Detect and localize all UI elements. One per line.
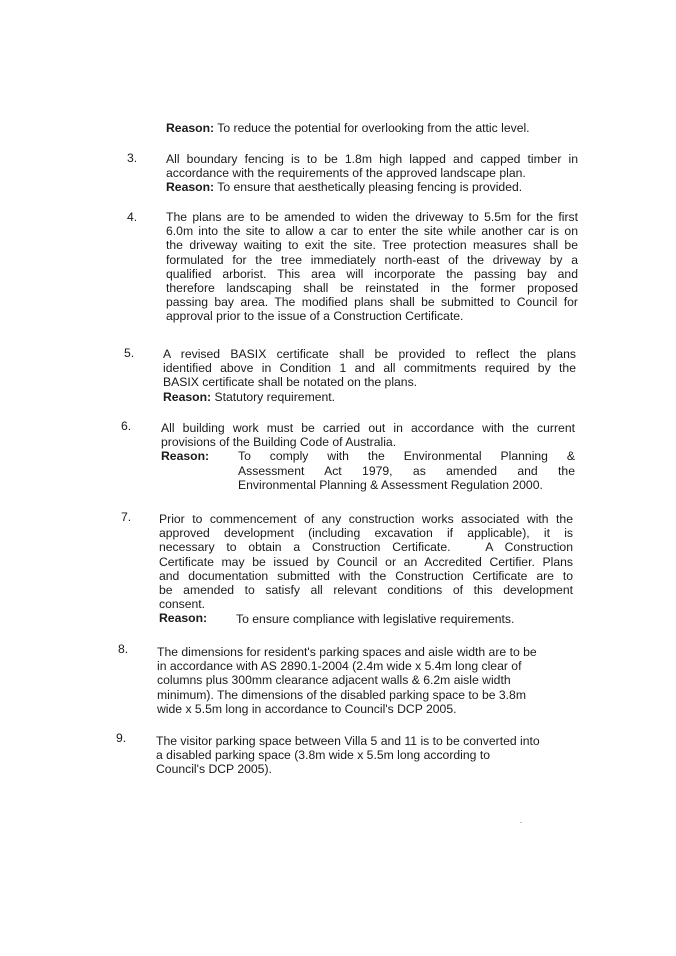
condition-8-text bbox=[157, 645, 577, 716]
reason-label: Reason: bbox=[166, 180, 215, 195]
text-line: necessary to obtain a Construction Certificate. A Construction bbox=[159, 540, 573, 555]
text-line: formulated for the tree immediately north-east of the driveway by a bbox=[166, 252, 578, 267]
condition-7-number: 7. bbox=[121, 510, 132, 524]
text-line: Council's DCP 2005). bbox=[156, 762, 272, 777]
condition-4-number: 4. bbox=[127, 210, 138, 224]
text-line: A revised BASIX certificate shall be provided to reflect the plans bbox=[163, 347, 576, 361]
text-line: in accordance with AS 2890.1-2004 (2.4m wide x 5.4m long clear of bbox=[157, 659, 522, 674]
reason-text: To reduce the potential for overlooking from the attic level. bbox=[217, 121, 530, 135]
condition-7-text bbox=[159, 512, 573, 626]
text-line: minimum). The dimensions of the disabled parking space to be 3.8m bbox=[157, 687, 526, 702]
condition-6-reason bbox=[161, 449, 575, 493]
reason-line: Environmental Planning & Assessment Regulation 2000. bbox=[238, 477, 543, 492]
reason-text: Statutory requirement. bbox=[214, 389, 336, 404]
condition-6-text bbox=[161, 421, 575, 493]
text-line: qualified arborist. This area will incorporate the passing bay and bbox=[166, 266, 578, 281]
scan-speck bbox=[520, 822, 522, 823]
text-line: and documentation submitted with the Construction Certificate are to bbox=[159, 568, 573, 583]
text-line: All boundary fencing is to be 1.8m high lapped and capped timber in bbox=[166, 152, 578, 166]
condition-6-number: 6. bbox=[121, 419, 132, 433]
text-line: identified above in Condition 1 and all commitments required by the bbox=[163, 361, 576, 376]
text-line: The visitor parking space between Villa 5 and 11 is to be converted into bbox=[156, 734, 540, 748]
text-line: approval prior to the issue of a Construction Certificate. bbox=[166, 309, 464, 324]
text-line: 6.0m into the site to allow a car to enter the site while another car is on bbox=[166, 224, 578, 239]
text-line: accordance with the requirements of the approved landscape plan. bbox=[166, 166, 526, 181]
text-line: Prior to commencement of any construction works associated with the bbox=[159, 512, 573, 526]
reason-label: Reason: bbox=[161, 449, 210, 464]
text-line: therefore landscaping shall be reinstated in the former proposed bbox=[166, 281, 578, 296]
reason-label: Reason: bbox=[159, 611, 208, 626]
text-line: the driveway waiting to exit the site. Tree protection measures shall be bbox=[166, 238, 578, 253]
text-line: All building work must be carried out in accordance with the current bbox=[161, 421, 575, 435]
reason-text: To ensure compliance with legislative requirements. bbox=[236, 612, 515, 627]
text-line: passing bay area. The modified plans shall be submitted to Council for bbox=[166, 295, 578, 310]
condition-8-number: 8. bbox=[118, 642, 129, 656]
condition-3-text bbox=[166, 152, 578, 195]
text-line: BASIX certificate shall be notated on the plans. bbox=[163, 375, 418, 390]
text-line: Certificate may be issued by Council or an Accredited Certifier. Plans bbox=[159, 554, 573, 569]
text-line: columns plus 300mm clearance adjacent walls & 6.2m aisle width bbox=[157, 673, 511, 688]
text-line: wide x 5.5m long in accordance to Council's DCP 2005. bbox=[157, 701, 457, 716]
condition-7-reason bbox=[159, 611, 573, 626]
condition-4-text bbox=[166, 210, 578, 324]
text-line: a disabled parking space (3.8m wide x 5.5m long according to bbox=[156, 748, 490, 763]
condition-9-text bbox=[156, 734, 576, 777]
condition-5-text bbox=[163, 347, 576, 404]
text-line: consent. bbox=[159, 597, 206, 612]
condition-3-reason bbox=[166, 180, 578, 194]
text-line: provisions of the Building Code of Australia. bbox=[161, 435, 397, 450]
reason-label: Reason: bbox=[166, 121, 215, 135]
reason-text: To ensure that aesthetically pleasing fencing is provided. bbox=[217, 180, 523, 195]
condition-2-reason bbox=[166, 121, 586, 135]
condition-3-number: 3. bbox=[127, 151, 138, 165]
reason-line: Assessment Act 1979, as amended and the bbox=[238, 463, 575, 478]
reason-line: To comply with the Environmental Planning & bbox=[238, 449, 575, 464]
condition-9-number: 9. bbox=[116, 731, 127, 745]
condition-5-number: 5. bbox=[124, 346, 135, 360]
text-line: approved development (including excavation if applicable), it is bbox=[159, 526, 573, 541]
text-line: The plans are to be amended to widen the driveway to 5.5m for the first bbox=[166, 210, 578, 224]
reason-label: Reason: bbox=[163, 389, 212, 404]
text-line: The dimensions for resident's parking spaces and aisle width are to be bbox=[157, 645, 537, 659]
condition-5-reason bbox=[163, 390, 576, 404]
text-line: be amended to satisfy all relevant conditions of this development bbox=[159, 583, 573, 598]
